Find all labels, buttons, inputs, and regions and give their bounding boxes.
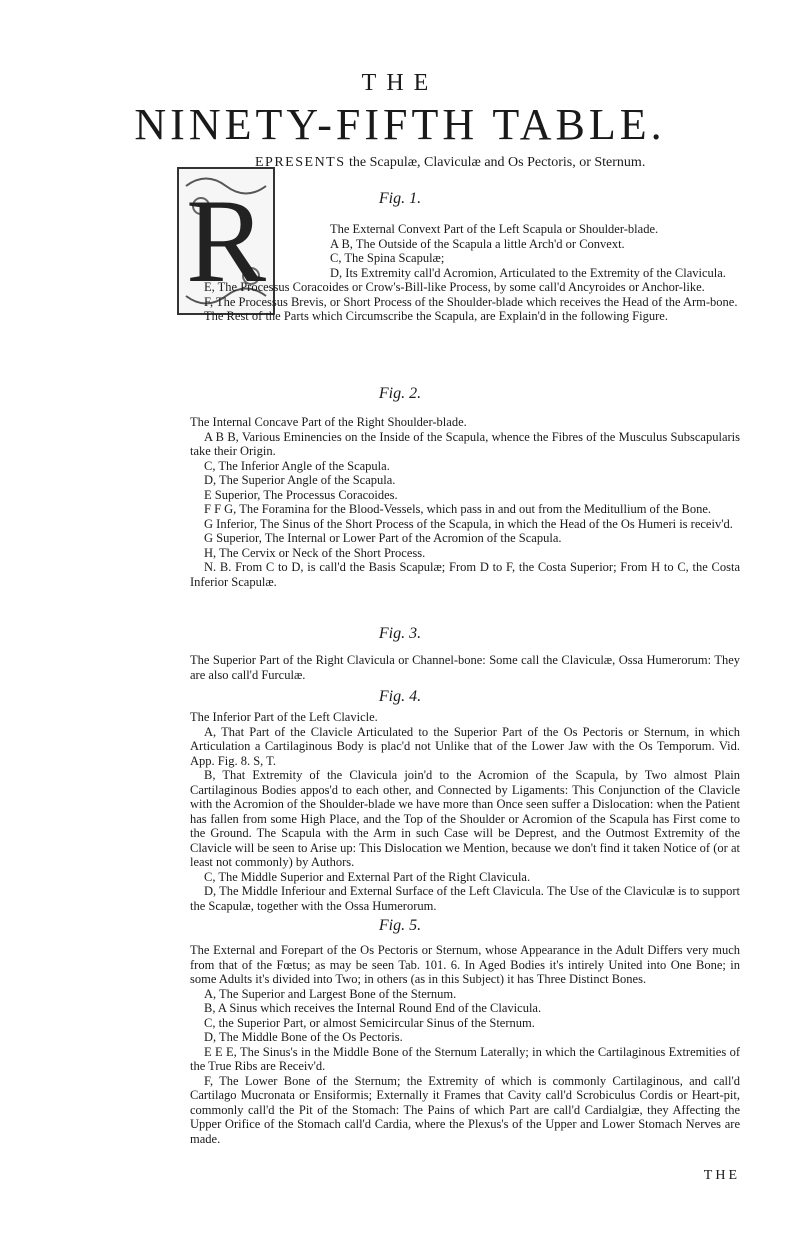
svg-text:R: R: [185, 174, 267, 307]
fig-2-line-9: N. B. From C to D, is call'd the Basis Scapulæ; From D to F, the Costa Superior; From H to C, the Costa Inferior Scapulæ.: [190, 560, 740, 589]
fig-1-line-1: A B, The Outside of the Scapula a little Arch'd or Convext.: [330, 236, 625, 251]
fig-4-line-2: B, That Extremity of the Clavicula join'd to the Acromion of the Scapula, by Two almost Plain Cartilaginous Bodies appos'd to each other, and Connected by Ligaments: This Conjunction of the Clavicle with the Acromion of the Shoulder-blade we have more than Once seen suffer a Dislocation: when the Patient has fallen from some High Place, and the Top of the Shoulder or Acromion of the Scapula has First come to the Ground. The Scapula with the Arm in such Case will be Deprest, and the Outmost Extremity of the Clavicle will be seen to Arise up: This Dislocation we Mention, because we don't find it taken Notice of (or at least not commonly) by Authors.: [190, 768, 740, 869]
fig-3-text: [190, 653, 740, 682]
fig-5-line-2: B, A Sinus which receives the Internal Round End of the Clavicula.: [204, 1001, 542, 1015]
fig-5-line-6: F, The Lower Bone of the Sternum; the Extremity of which is commonly Cartilaginous, and call'd Cartilago Mucronata or Ensiformis; Externally it Frames that Cavity call'd Scrobiculus Cordis or Heart-pit, commonly call'd the Pit of the Stomach: The Pains of which Part are call'd Cardialgiæ, they Affecting the Upper Orifice of the Stomach call'd Cardia, where the Plexus's of the Upper and Lower Stomach Nerves are made.: [190, 1073, 740, 1146]
fig-5-line-3: C, the Superior Part, or almost Semicircular Sinus of the Sternum.: [204, 1015, 535, 1030]
fig-1-title: Fig. 1.: [378, 190, 422, 207]
page-title: NINETY-FIFTH TABLE.: [134, 100, 666, 149]
intro-caps: EPRESENTS: [255, 155, 346, 170]
fig-2-line-2: C, The Inferior Angle of the Scapula.: [204, 458, 390, 473]
fig-4-line-0: The Inferior Part of the Left Clavicle.: [190, 710, 378, 724]
fig-5-text: [190, 943, 740, 1146]
fig-1-text: [190, 222, 740, 324]
fig-3-title: Fig. 3.: [378, 625, 422, 642]
fig-4-title: Fig. 4.: [378, 688, 422, 705]
fig-2-line-3: D, The Superior Angle of the Scapula.: [204, 473, 396, 487]
intro-line: [255, 155, 755, 171]
fig-2-line-5: F F G, The Foramina for the Blood-Vessels, which pass in and out from the Meditullium of the Bone.: [204, 502, 712, 516]
fig-3-line-0: The Superior Part of the Right Clavicula or Channel-bone: Some call the Claviculæ, Ossa Humerorum: They are also call'd Furculæ.: [190, 653, 740, 682]
heading-the: THE: [361, 70, 439, 96]
fig-1-line-4: E, The Processus Coracoides or Crow's-Bill-like Process, by some call'd Ancyroides or Anchor-like.: [204, 280, 705, 294]
catchword: THE: [703, 1168, 740, 1183]
fig-4-line-3: C, The Middle Superior and External Part of the Right Clavicula.: [204, 869, 531, 884]
fig-1-line-3: D, Its Extremity call'd Acromion, Articulated to the Extremity of the Clavicula.: [330, 265, 726, 280]
fig-2-line-7: G Superior, The Internal or Lower Part of the Acromion of the Scapula.: [204, 531, 562, 545]
fig-5-line-5: E E E, The Sinus's in the Middle Bone of the Sternum Laterally; in which the Cartilaginous Extremities of the True Ribs are Receiv'd.: [190, 1044, 740, 1073]
fig-1-line-2: C, The Spina Scapulæ;: [330, 251, 445, 265]
fig-2-line-4: E Superior, The Processus Coracoides.: [204, 487, 398, 502]
fig-5-line-4: D, The Middle Bone of the Os Pectoris.: [204, 1030, 403, 1044]
fig-2-line-1: A B B, Various Eminencies on the Inside of the Scapula, whence the Fibres of the Musculus Subscapularis take their Origin.: [190, 429, 740, 458]
fig-5-line-0: The External and Forepart of the Os Pectoris or Sternum, whose Appearance in the Adult Differs very much from that of the Fœtus; as may be seen Tab. 101. 6. In Aged Bodies it's intirely United into One Bone; in some Adults it's divided into Two; in others (as in this Subject) it has Three Distinct Bones.: [190, 943, 740, 986]
fig-2-line-6: G Inferior, The Sinus of the Short Process of the Scapula, in which the Head of the Os Humeri is receiv'd.: [204, 516, 733, 531]
fig-2-text: [190, 415, 740, 589]
fig-4-line-1: A, That Part of the Clavicle Articulated to the Superior Part of the Os Pectoris or Sternum, in which Articulation a Cartilaginous Body is plac'd not Unlike that of the Lower Jaw with the Os Temporum. Vid. App. Fig. 8. S, T.: [190, 724, 740, 768]
fig-1-line-5: F, The Processus Brevis, or Short Process of the Shoulder-blade which receives the Head of the Arm-bone.: [204, 294, 738, 309]
fig-5-line-1: A, The Superior and Largest Bone of the Sternum.: [204, 986, 457, 1001]
fig-2-line-0: The Internal Concave Part of the Right Shoulder-blade.: [190, 415, 467, 429]
fig-1-line-6: The Rest of the Parts which Circumscribe the Scapula, are Explain'd in the following Figure.: [204, 309, 668, 323]
fig-4-line-4: D, The Middle Inferiour and External Surface of the Left Clavicula. The Use of the Claviculæ is to support the Scapulæ, together with the Ossa Humerorum.: [190, 884, 740, 913]
fig-1-line-0: The External Convext Part of the Left Scapula or Shoulder-blade.: [330, 222, 659, 236]
fig-5-title: Fig. 5.: [378, 917, 422, 934]
intro-text: the Scapulæ, Claviculæ and Os Pectoris, or Sternum.: [349, 155, 646, 170]
fig-2-line-8: H, The Cervix or Neck of the Short Process.: [204, 545, 426, 560]
fig-4-text: [190, 710, 740, 913]
fig-2-title: Fig. 2.: [378, 385, 422, 402]
